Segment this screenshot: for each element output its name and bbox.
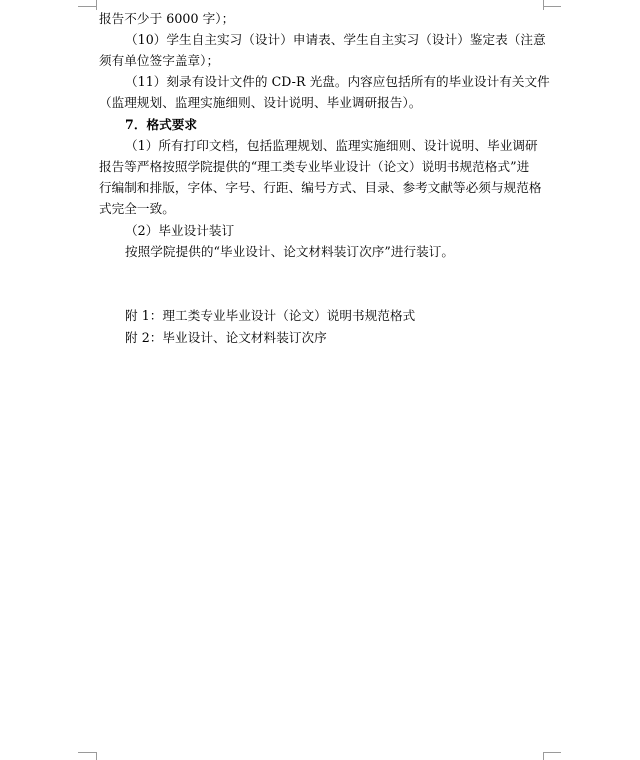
appendix-line: 附 2：毕业设计、论文材料装订次序 <box>125 330 327 345</box>
appendix-line: 附 1：理工类专业毕业设计（论文）说明书规范格式 <box>125 308 416 323</box>
text-line: 报告等严格按照学院提供的“理工类专业毕业设计（论文）说明书规范格式”进 <box>99 159 530 174</box>
text-line: 式完全一致。 <box>99 201 175 216</box>
crop-mark-top-left-v <box>96 0 97 10</box>
crop-mark-bottom-left-h <box>78 752 96 753</box>
crop-mark-bottom-right-h <box>543 752 561 753</box>
text-line: （监理规划、监理实施细则、设计说明、毕业调研报告）。 <box>99 95 422 110</box>
section-heading: 7．格式要求 <box>125 117 198 132</box>
text-line: （11）刻录有设计文件的 CD-R 光盘。内容应包括所有的毕业设计有关文件 <box>125 74 550 89</box>
text-line: （1）所有打印文档，包括监理规划、监理实施细则、设计说明、毕业调研 <box>125 138 538 153</box>
text-line: 按照学院提供的“毕业设计、论文材料装订次序”进行装订。 <box>125 244 455 259</box>
text-line: （10）学生自主实习（设计）申请表、学生自主实习（设计）鉴定表（注意 <box>125 32 546 47</box>
crop-mark-bottom-left-v <box>96 752 97 760</box>
text-line: 须有单位签字盖章）； <box>99 53 220 68</box>
text-line: 报告不少于 6000 字）； <box>99 11 235 26</box>
crop-mark-top-left-h <box>78 6 96 7</box>
crop-mark-top-right-v <box>543 0 544 10</box>
crop-mark-bottom-right-v <box>543 752 544 760</box>
text-line: 行编制和排版，字体、字号、行距、编号方式、目录、参考文献等必须与规范格 <box>99 180 542 195</box>
crop-mark-top-right-h <box>543 6 561 7</box>
text-line: （2）毕业设计装订 <box>125 223 235 238</box>
